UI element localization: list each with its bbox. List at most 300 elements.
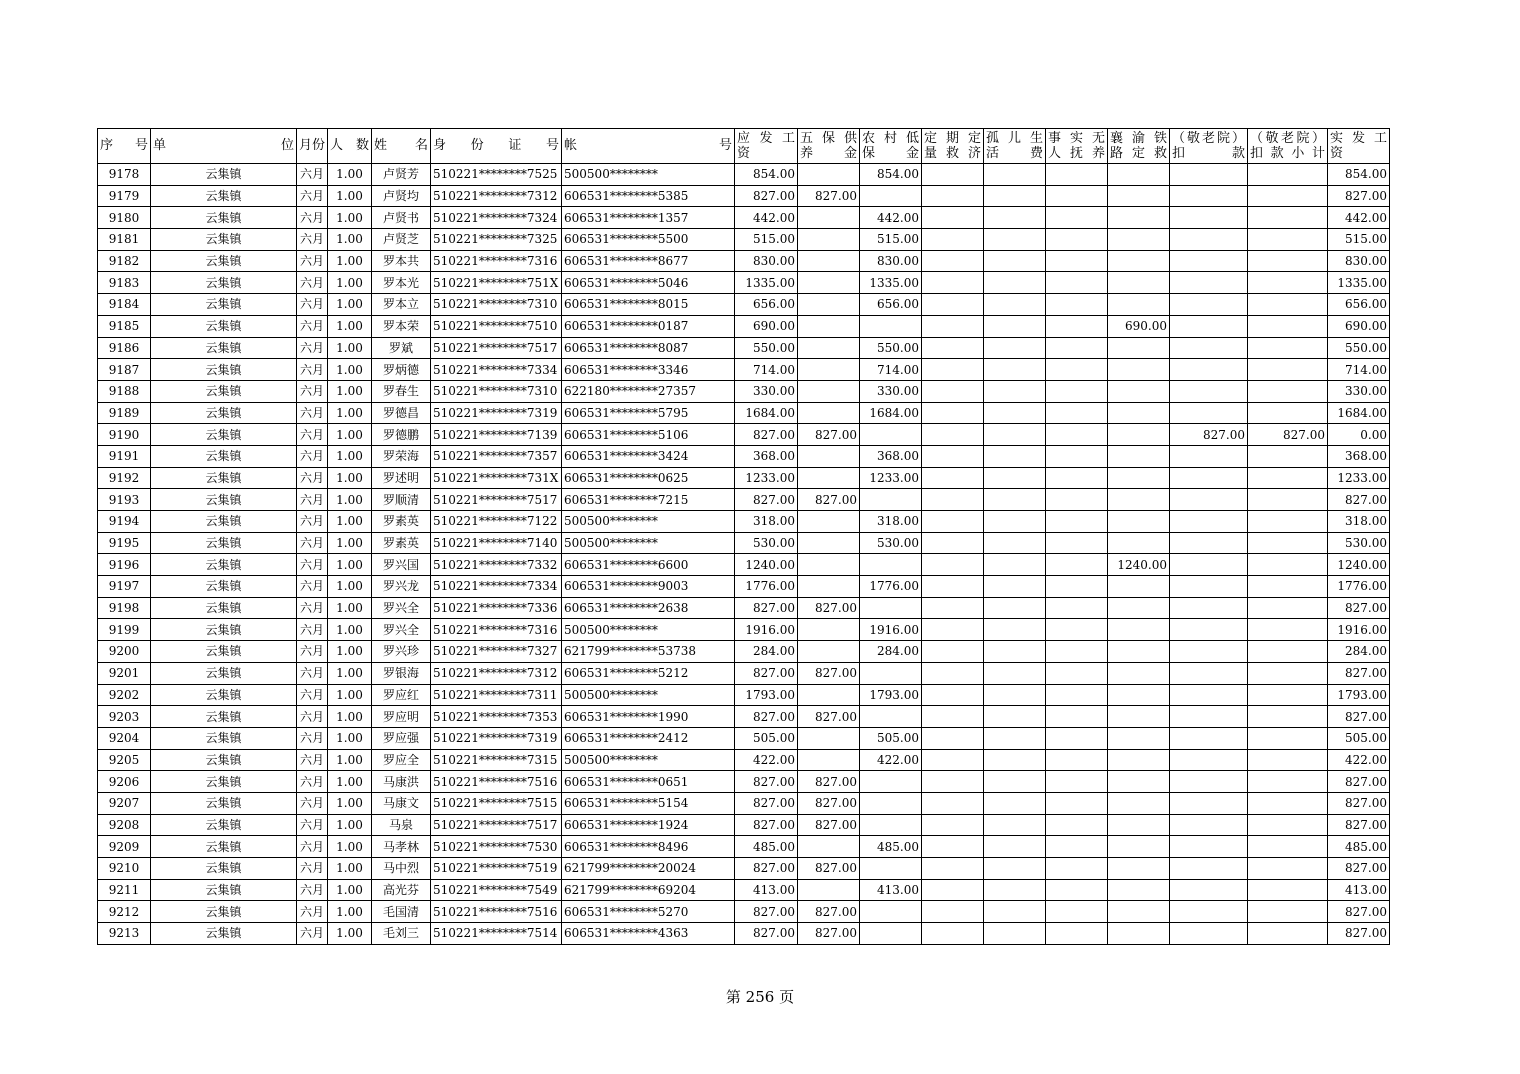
cell-people: 1.00 xyxy=(328,901,372,923)
table-row xyxy=(98,554,1390,576)
table-row xyxy=(98,923,1390,945)
cell-account: 606531********5795 xyxy=(562,402,735,424)
table-row xyxy=(98,836,1390,858)
cell-people: 1.00 xyxy=(328,641,372,663)
cell-people: 1.00 xyxy=(328,836,372,858)
cell-seq: 9183 xyxy=(98,272,151,294)
cell-name: 卢贤书 xyxy=(372,207,431,229)
cell-people: 1.00 xyxy=(328,619,372,641)
cell-net: 530.00 xyxy=(1328,532,1390,554)
cell-wubao xyxy=(798,229,860,251)
cell-xiangyu xyxy=(1108,294,1170,316)
cell-id: 510221********7334 xyxy=(431,359,562,381)
cell-wubao: 827.00 xyxy=(798,489,860,511)
cell-unit: 云集镇 xyxy=(151,792,297,814)
cell-guer xyxy=(984,684,1046,706)
cell-month: 六月 xyxy=(297,814,328,836)
cell-account: 500500******** xyxy=(562,164,735,186)
cell-dibao xyxy=(860,858,922,880)
cell-dingliang xyxy=(922,858,984,880)
header-net: 实 发 工 资 xyxy=(1328,129,1390,164)
cell-xiangyu xyxy=(1108,771,1170,793)
cell-wubao xyxy=(798,294,860,316)
cell-seq: 9189 xyxy=(98,402,151,424)
cell-name: 罗素英 xyxy=(372,511,431,533)
cell-dingliang xyxy=(922,164,984,186)
cell-gross: 827.00 xyxy=(735,901,798,923)
cell-wubao xyxy=(798,337,860,359)
cell-id: 510221********7316 xyxy=(431,250,562,272)
table-row xyxy=(98,662,1390,684)
cell-name: 马康文 xyxy=(372,792,431,814)
cell-guer xyxy=(984,207,1046,229)
cell-dibao: 318.00 xyxy=(860,511,922,533)
cell-seq: 9213 xyxy=(98,923,151,945)
cell-seq: 9196 xyxy=(98,554,151,576)
cell-dingliang xyxy=(922,771,984,793)
cell-wubao: 827.00 xyxy=(798,792,860,814)
cell-account: 606531********2638 xyxy=(562,597,735,619)
cell-wubao xyxy=(798,380,860,402)
cell-name: 罗兴全 xyxy=(372,619,431,641)
cell-guer xyxy=(984,792,1046,814)
cell-guer xyxy=(984,662,1046,684)
cell-month: 六月 xyxy=(297,641,328,663)
cell-dibao: 530.00 xyxy=(860,532,922,554)
cell-jly-sub xyxy=(1248,532,1328,554)
cell-account: 500500******** xyxy=(562,511,735,533)
cell-wubao xyxy=(798,727,860,749)
cell-gross: 1335.00 xyxy=(735,272,798,294)
cell-unit: 云集镇 xyxy=(151,424,297,446)
cell-gross: 442.00 xyxy=(735,207,798,229)
cell-account: 606531********3424 xyxy=(562,445,735,467)
cell-net: 1684.00 xyxy=(1328,402,1390,424)
cell-net: 854.00 xyxy=(1328,164,1390,186)
cell-dibao: 550.00 xyxy=(860,337,922,359)
cell-id: 510221********7122 xyxy=(431,511,562,533)
cell-dingliang xyxy=(922,272,984,294)
cell-unit: 云集镇 xyxy=(151,315,297,337)
header-gross: 应 发 工 资 xyxy=(735,129,798,164)
cell-seq: 9203 xyxy=(98,706,151,728)
cell-people: 1.00 xyxy=(328,749,372,771)
cell-jly-kou xyxy=(1170,901,1248,923)
cell-id: 510221********731X xyxy=(431,467,562,489)
cell-gross: 1793.00 xyxy=(735,684,798,706)
cell-dibao: 442.00 xyxy=(860,207,922,229)
cell-name: 罗兴国 xyxy=(372,554,431,576)
cell-account: 500500******** xyxy=(562,532,735,554)
cell-dibao xyxy=(860,489,922,511)
cell-wubao: 827.00 xyxy=(798,814,860,836)
cell-people: 1.00 xyxy=(328,923,372,945)
cell-unit: 云集镇 xyxy=(151,576,297,598)
cell-shishi xyxy=(1046,858,1108,880)
cell-net: 827.00 xyxy=(1328,814,1390,836)
cell-wubao: 827.00 xyxy=(798,858,860,880)
cell-gross: 505.00 xyxy=(735,727,798,749)
cell-account: 606531********8496 xyxy=(562,836,735,858)
cell-jly-kou xyxy=(1170,207,1248,229)
cell-name: 马中烈 xyxy=(372,858,431,880)
cell-jly-kou xyxy=(1170,662,1248,684)
cell-jly-kou xyxy=(1170,836,1248,858)
cell-xiangyu xyxy=(1108,467,1170,489)
cell-name: 罗炳德 xyxy=(372,359,431,381)
cell-month: 六月 xyxy=(297,359,328,381)
cell-xiangyu xyxy=(1108,814,1170,836)
cell-unit: 云集镇 xyxy=(151,923,297,945)
header-month: 月份 xyxy=(297,129,328,164)
cell-xiangyu: 1240.00 xyxy=(1108,554,1170,576)
cell-id: 510221********7334 xyxy=(431,576,562,598)
cell-people: 1.00 xyxy=(328,858,372,880)
cell-id: 510221********7510 xyxy=(431,315,562,337)
table-row xyxy=(98,185,1390,207)
cell-dibao xyxy=(860,315,922,337)
cell-id: 510221********7549 xyxy=(431,879,562,901)
cell-dingliang xyxy=(922,294,984,316)
cell-id: 510221********7319 xyxy=(431,402,562,424)
cell-xiangyu xyxy=(1108,836,1170,858)
cell-dibao xyxy=(860,662,922,684)
cell-jly-kou xyxy=(1170,489,1248,511)
cell-month: 六月 xyxy=(297,619,328,641)
cell-shishi xyxy=(1046,272,1108,294)
cell-people: 1.00 xyxy=(328,445,372,467)
cell-gross: 485.00 xyxy=(735,836,798,858)
cell-month: 六月 xyxy=(297,792,328,814)
cell-unit: 云集镇 xyxy=(151,771,297,793)
cell-people: 1.00 xyxy=(328,467,372,489)
cell-dibao: 515.00 xyxy=(860,229,922,251)
cell-people: 1.00 xyxy=(328,207,372,229)
cell-dingliang xyxy=(922,489,984,511)
cell-shishi xyxy=(1046,901,1108,923)
cell-account: 606531********7215 xyxy=(562,489,735,511)
cell-seq: 9211 xyxy=(98,879,151,901)
table-row xyxy=(98,511,1390,533)
cell-xiangyu xyxy=(1108,424,1170,446)
cell-account: 606531********6600 xyxy=(562,554,735,576)
cell-gross: 827.00 xyxy=(735,706,798,728)
cell-account: 606531********5046 xyxy=(562,272,735,294)
cell-month: 六月 xyxy=(297,380,328,402)
cell-people: 1.00 xyxy=(328,380,372,402)
cell-wubao xyxy=(798,445,860,467)
cell-jly-sub xyxy=(1248,597,1328,619)
cell-seq: 9179 xyxy=(98,185,151,207)
cell-wubao: 827.00 xyxy=(798,662,860,684)
cell-net: 0.00 xyxy=(1328,424,1390,446)
cell-wubao xyxy=(798,511,860,533)
cell-jly-kou xyxy=(1170,706,1248,728)
table-row xyxy=(98,294,1390,316)
cell-net: 830.00 xyxy=(1328,250,1390,272)
cell-seq: 9180 xyxy=(98,207,151,229)
cell-jly-sub xyxy=(1248,879,1328,901)
cell-xiangyu xyxy=(1108,858,1170,880)
cell-id: 510221********7519 xyxy=(431,858,562,880)
cell-wubao xyxy=(798,207,860,229)
cell-xiangyu xyxy=(1108,923,1170,945)
cell-jly-sub xyxy=(1248,706,1328,728)
cell-net: 827.00 xyxy=(1328,901,1390,923)
cell-month: 六月 xyxy=(297,294,328,316)
cell-account: 606531********1990 xyxy=(562,706,735,728)
cell-net: 515.00 xyxy=(1328,229,1390,251)
cell-wubao: 827.00 xyxy=(798,424,860,446)
cell-dingliang xyxy=(922,359,984,381)
cell-dingliang xyxy=(922,901,984,923)
cell-month: 六月 xyxy=(297,532,328,554)
cell-wubao xyxy=(798,684,860,706)
table-row xyxy=(98,858,1390,880)
cell-guer xyxy=(984,836,1046,858)
cell-xiangyu xyxy=(1108,727,1170,749)
cell-dibao: 854.00 xyxy=(860,164,922,186)
cell-jly-sub xyxy=(1248,380,1328,402)
cell-people: 1.00 xyxy=(328,879,372,901)
cell-unit: 云集镇 xyxy=(151,836,297,858)
header-dibao: 农 村 低 保 金 xyxy=(860,129,922,164)
cell-dibao xyxy=(860,771,922,793)
cell-shishi xyxy=(1046,445,1108,467)
cell-xiangyu xyxy=(1108,445,1170,467)
cell-people: 1.00 xyxy=(328,706,372,728)
cell-account: 606531********8677 xyxy=(562,250,735,272)
cell-xiangyu xyxy=(1108,576,1170,598)
cell-jly-kou xyxy=(1170,749,1248,771)
cell-jly-sub xyxy=(1248,836,1328,858)
cell-shishi xyxy=(1046,554,1108,576)
cell-jly-sub xyxy=(1248,814,1328,836)
cell-month: 六月 xyxy=(297,879,328,901)
cell-people: 1.00 xyxy=(328,576,372,598)
cell-jly-sub xyxy=(1248,207,1328,229)
cell-unit: 云集镇 xyxy=(151,272,297,294)
cell-dibao: 368.00 xyxy=(860,445,922,467)
table-row xyxy=(98,315,1390,337)
cell-month: 六月 xyxy=(297,467,328,489)
cell-wubao xyxy=(798,250,860,272)
cell-jly-kou xyxy=(1170,380,1248,402)
cell-id: 510221********7319 xyxy=(431,727,562,749)
cell-guer xyxy=(984,727,1046,749)
cell-net: 1240.00 xyxy=(1328,554,1390,576)
cell-name: 罗素英 xyxy=(372,532,431,554)
cell-unit: 云集镇 xyxy=(151,597,297,619)
cell-jly-kou xyxy=(1170,771,1248,793)
cell-dibao: 714.00 xyxy=(860,359,922,381)
cell-wubao xyxy=(798,315,860,337)
cell-seq: 9192 xyxy=(98,467,151,489)
cell-gross: 690.00 xyxy=(735,315,798,337)
cell-unit: 云集镇 xyxy=(151,359,297,381)
cell-account: 606531********0651 xyxy=(562,771,735,793)
cell-account: 606531********1924 xyxy=(562,814,735,836)
cell-month: 六月 xyxy=(297,445,328,467)
cell-gross: 1916.00 xyxy=(735,619,798,641)
cell-gross: 515.00 xyxy=(735,229,798,251)
cell-dingliang xyxy=(922,511,984,533)
cell-guer xyxy=(984,879,1046,901)
cell-id: 510221********7327 xyxy=(431,641,562,663)
cell-seq: 9205 xyxy=(98,749,151,771)
cell-wubao xyxy=(798,467,860,489)
cell-month: 六月 xyxy=(297,662,328,684)
cell-month: 六月 xyxy=(297,836,328,858)
cell-name: 罗顺清 xyxy=(372,489,431,511)
cell-gross: 827.00 xyxy=(735,923,798,945)
cell-month: 六月 xyxy=(297,272,328,294)
cell-gross: 1233.00 xyxy=(735,467,798,489)
cell-dingliang xyxy=(922,250,984,272)
cell-wubao xyxy=(798,641,860,663)
cell-account: 606531********2412 xyxy=(562,727,735,749)
cell-shishi xyxy=(1046,727,1108,749)
cell-net: 505.00 xyxy=(1328,727,1390,749)
table-row xyxy=(98,771,1390,793)
cell-people: 1.00 xyxy=(328,424,372,446)
cell-unit: 云集镇 xyxy=(151,337,297,359)
cell-dibao: 1233.00 xyxy=(860,467,922,489)
cell-guer xyxy=(984,901,1046,923)
cell-id: 510221********7516 xyxy=(431,901,562,923)
cell-id: 510221********7336 xyxy=(431,597,562,619)
cell-jly-kou xyxy=(1170,315,1248,337)
cell-shishi xyxy=(1046,576,1108,598)
cell-id: 510221********7311 xyxy=(431,684,562,706)
cell-seq: 9207 xyxy=(98,792,151,814)
cell-account: 606531********9003 xyxy=(562,576,735,598)
cell-seq: 9197 xyxy=(98,576,151,598)
cell-id: 510221********7514 xyxy=(431,923,562,945)
cell-gross: 827.00 xyxy=(735,814,798,836)
cell-gross: 827.00 xyxy=(735,597,798,619)
cell-jly-kou xyxy=(1170,185,1248,207)
cell-id: 510221********7312 xyxy=(431,662,562,684)
cell-gross: 318.00 xyxy=(735,511,798,533)
cell-xiangyu xyxy=(1108,662,1170,684)
cell-dingliang xyxy=(922,727,984,749)
cell-guer xyxy=(984,771,1046,793)
cell-wubao xyxy=(798,402,860,424)
cell-net: 1916.00 xyxy=(1328,619,1390,641)
cell-gross: 530.00 xyxy=(735,532,798,554)
cell-dingliang xyxy=(922,380,984,402)
cell-wubao xyxy=(798,272,860,294)
cell-dingliang xyxy=(922,923,984,945)
cell-gross: 830.00 xyxy=(735,250,798,272)
cell-name: 罗春生 xyxy=(372,380,431,402)
cell-month: 六月 xyxy=(297,511,328,533)
cell-name: 罗述明 xyxy=(372,467,431,489)
cell-account: 606531********8087 xyxy=(562,337,735,359)
cell-month: 六月 xyxy=(297,164,328,186)
cell-jly-sub xyxy=(1248,771,1328,793)
cell-dingliang xyxy=(922,467,984,489)
cell-unit: 云集镇 xyxy=(151,532,297,554)
cell-name: 马康洪 xyxy=(372,771,431,793)
cell-dingliang xyxy=(922,684,984,706)
cell-guer xyxy=(984,229,1046,251)
cell-seq: 9199 xyxy=(98,619,151,641)
cell-dingliang xyxy=(922,662,984,684)
cell-seq: 9190 xyxy=(98,424,151,446)
header-dingliang: 定 期 定 量 救 济 xyxy=(922,129,984,164)
cell-id: 510221********7325 xyxy=(431,229,562,251)
cell-net: 550.00 xyxy=(1328,337,1390,359)
cell-account: 500500******** xyxy=(562,684,735,706)
cell-xiangyu xyxy=(1108,706,1170,728)
cell-unit: 云集镇 xyxy=(151,511,297,533)
cell-gross: 284.00 xyxy=(735,641,798,663)
cell-month: 六月 xyxy=(297,858,328,880)
cell-dibao: 1776.00 xyxy=(860,576,922,598)
cell-name: 毛刘三 xyxy=(372,923,431,945)
cell-xiangyu xyxy=(1108,749,1170,771)
cell-dibao xyxy=(860,424,922,446)
cell-gross: 827.00 xyxy=(735,424,798,446)
cell-shishi xyxy=(1046,164,1108,186)
cell-xiangyu xyxy=(1108,901,1170,923)
cell-seq: 9200 xyxy=(98,641,151,663)
cell-xiangyu xyxy=(1108,185,1170,207)
cell-guer xyxy=(984,315,1046,337)
cell-dibao: 656.00 xyxy=(860,294,922,316)
table-row xyxy=(98,641,1390,663)
cell-jly-kou xyxy=(1170,619,1248,641)
cell-net: 714.00 xyxy=(1328,359,1390,381)
cell-month: 六月 xyxy=(297,207,328,229)
cell-xiangyu xyxy=(1108,359,1170,381)
cell-shishi xyxy=(1046,250,1108,272)
cell-seq: 9204 xyxy=(98,727,151,749)
cell-account: 606531********5106 xyxy=(562,424,735,446)
cell-wubao xyxy=(798,576,860,598)
cell-guer xyxy=(984,402,1046,424)
cell-id: 510221********7140 xyxy=(431,532,562,554)
table-row xyxy=(98,337,1390,359)
cell-id: 510221********7324 xyxy=(431,207,562,229)
cell-dibao: 1684.00 xyxy=(860,402,922,424)
cell-account: 606531********8015 xyxy=(562,294,735,316)
cell-xiangyu xyxy=(1108,337,1170,359)
cell-month: 六月 xyxy=(297,576,328,598)
table-row xyxy=(98,445,1390,467)
cell-jly-sub xyxy=(1248,337,1328,359)
cell-shishi xyxy=(1046,229,1108,251)
cell-shishi xyxy=(1046,662,1108,684)
cell-dingliang xyxy=(922,337,984,359)
cell-net: 827.00 xyxy=(1328,489,1390,511)
cell-seq: 9201 xyxy=(98,662,151,684)
cell-id: 510221********7515 xyxy=(431,792,562,814)
cell-jly-kou xyxy=(1170,294,1248,316)
cell-account: 606531********5270 xyxy=(562,901,735,923)
cell-name: 罗本光 xyxy=(372,272,431,294)
cell-xiangyu xyxy=(1108,164,1170,186)
cell-wubao xyxy=(798,749,860,771)
table-body xyxy=(98,164,1390,945)
table-row xyxy=(98,597,1390,619)
cell-dibao xyxy=(860,185,922,207)
cell-unit: 云集镇 xyxy=(151,727,297,749)
table-row xyxy=(98,814,1390,836)
cell-seq: 9191 xyxy=(98,445,151,467)
